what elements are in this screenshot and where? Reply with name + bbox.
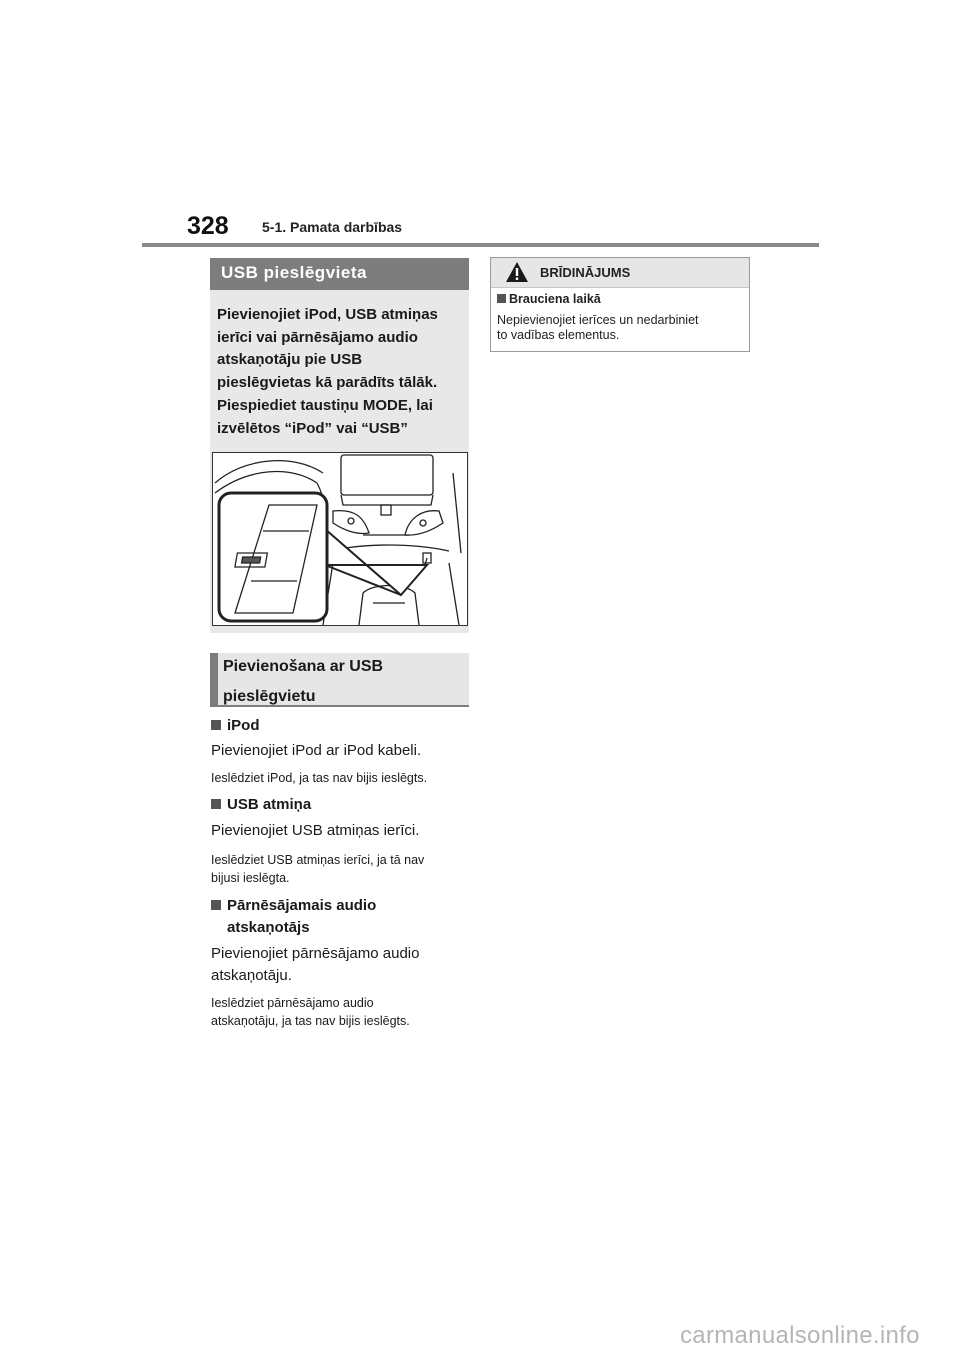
- warning-body: [497, 313, 742, 343]
- warning-body-line: Nepievienojiet ierīces un nedarbiniet: [497, 313, 699, 327]
- warning-subtitle-text: Brauciena laikā: [509, 292, 601, 306]
- page-number: 328: [187, 212, 229, 240]
- intro-line: ierīci vai pārnēsājamo audio: [217, 328, 418, 346]
- note-line: Ieslēdziet USB atmiņas ierīci, ja tā nav: [211, 853, 425, 867]
- warning-body-line: to vadības elementus.: [497, 328, 620, 342]
- usb-section-heading: USB pieslēgvieta: [210, 258, 469, 290]
- intro-line: atskaņotāju pie USB: [217, 351, 363, 369]
- usb-memory-note: [211, 851, 424, 887]
- warning-subtitle: [497, 292, 601, 306]
- intro-line: izvēlētos “iPod” vai “USB”: [217, 419, 408, 437]
- connect-section-heading: [223, 655, 463, 709]
- portable-player-heading: [211, 895, 376, 939]
- square-bullet-icon: [211, 720, 221, 730]
- portable-title-line: Pārnēsājamais audio: [227, 897, 377, 914]
- dashboard-drawing: [213, 453, 467, 625]
- ipod-note: Ieslēdziet iPod, ja tas nav bijis ieslēgts.: [211, 771, 428, 785]
- ipod-body: Pievienojiet iPod ar iPod kabeli.: [211, 742, 422, 759]
- intro-line: pieslēgvietas kā parādīts tālāk.: [217, 374, 438, 392]
- note-line: Ieslēdziet pārnēsājamo audio: [211, 996, 374, 1010]
- square-bullet-icon: [497, 294, 506, 303]
- note-line: bijusi ieslēgta.: [211, 871, 290, 885]
- intro-line: Piespiediet taustiņu MODE, lai: [217, 396, 433, 414]
- intro-line: Pievienojiet iPod, USB atmiņas: [217, 306, 438, 323]
- warning-title: BRĪDINĀJUMS: [540, 265, 631, 280]
- usb-intro-text: [217, 304, 463, 440]
- usb-memory-heading: [211, 794, 311, 816]
- body-line: atskaņotāju.: [211, 967, 292, 984]
- heading-line: Pievienošana ar USB: [223, 658, 384, 675]
- section-title: 5-1. Pamata darbības: [262, 219, 403, 235]
- portable-player-note: [211, 994, 410, 1030]
- portable-player-body: [211, 943, 419, 987]
- warning-triangle-icon: [505, 261, 529, 283]
- usb-memory-title: USB atmiņa: [227, 796, 312, 813]
- watermark: carmanualsonline.info: [680, 1322, 920, 1349]
- note-line: atskaņotāju, ja tas nav bijis ieslēgts.: [211, 1014, 410, 1028]
- usb-memory-body: Pievienojiet USB atmiņas ierīci.: [211, 822, 420, 839]
- ipod-title: iPod: [227, 717, 260, 734]
- portable-title-line: atskaņotājs: [227, 919, 310, 936]
- square-bullet-icon: [211, 900, 221, 910]
- ipod-heading: [211, 715, 260, 737]
- usb-port-illustration: [212, 452, 468, 626]
- heading-line: pieslēgvietu: [223, 688, 316, 705]
- square-bullet-icon: [211, 799, 221, 809]
- body-line: Pievienojiet pārnēsājamo audio: [211, 945, 420, 962]
- header-divider: [142, 243, 819, 247]
